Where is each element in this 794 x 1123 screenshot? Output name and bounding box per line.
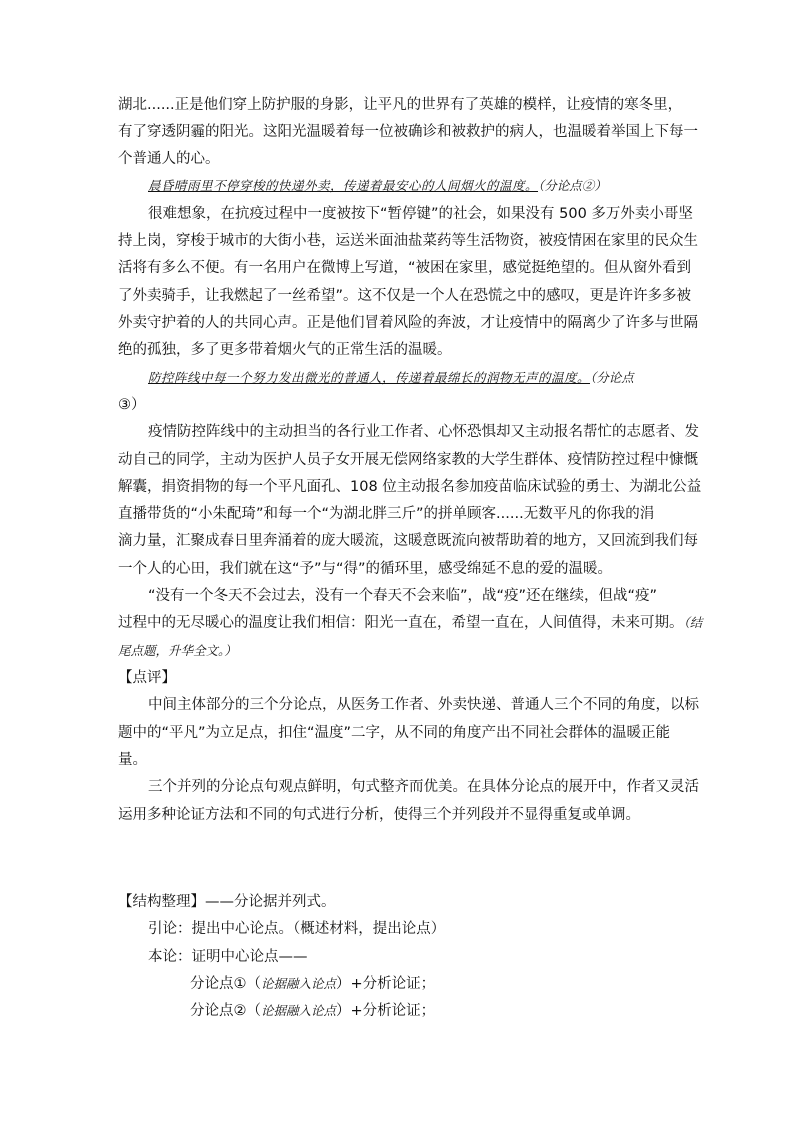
- sub-argument-2-note: （分论点②）: [538, 178, 607, 193]
- paragraph-line: 题中的“平凡”为立足点，扣住“温度”二字，从不同的角度产出不同社会群体的温暖正能: [118, 725, 671, 741]
- structure-point-label: 分论点①（: [190, 976, 261, 992]
- paragraph-line: 外卖守护着的人的共同心声。正是他们冒着风险的奔波，才让疫情中的隔离少了许多与世隔: [118, 315, 698, 331]
- paragraph-line: 量。: [118, 752, 147, 768]
- paragraph-line: 三个并列的分论点句观点鲜明，句式整齐而优美。在具体分论点的展开中，作者又灵活: [148, 779, 699, 795]
- paragraph-line: 个普通人的心。: [118, 151, 220, 167]
- structure-body: 本论：证明中心论点——: [148, 949, 308, 965]
- annotation-note: （结: [683, 615, 703, 630]
- structure-point-note: 论据融入论点: [261, 1003, 337, 1018]
- sub-argument-3-note-cont: ③）: [118, 397, 146, 413]
- structure-intro: 引论：提出中心论点。（概述材料，提出论点）: [148, 921, 446, 937]
- sub-argument-3-note: （分论点: [590, 370, 634, 385]
- paragraph-line: 持上岗，穿梭于城市的大街小巷，运送米面油盐菜药等生活物资，被疫情困在家里的民众生: [118, 233, 698, 249]
- annotation-note: 尾点题，升华全文。）: [118, 643, 237, 658]
- paragraph-line: 疫情防控阵线中的主动担当的各行业工作者、心怀恐惧却又主动报名帮忙的志愿者、发: [148, 424, 699, 440]
- sub-argument-2-text: 晨昏晴雨里不停穿梭的快递外卖，传递着最安心的人间烟火的温度。: [148, 178, 539, 193]
- paragraph-line: 活将有多么不便。有一名用户在微博上写道，“被困在家里，感觉挺绝望的。但从窗外看到: [118, 260, 692, 276]
- paragraph-line: 解囊，捐资捐物的每一个平凡面孔、108 位主动报名参加疫苗临床试验的勇士、为湖北公益: [118, 479, 702, 495]
- paragraph-line: 有了穿透阴霾的阳光。这阳光温暖着每一位被确诊和被救护的病人，也温暖着举国上下每一: [118, 124, 698, 140]
- paragraph-line: 很难想象，在抗疫过程中一度被按下“暂停键”的社会，如果没有 500 多万外卖小哥坚: [148, 206, 693, 222]
- paragraph-line: “没有一个冬天不会过去，没有一个春天不会来临”，战“疫”还在继续，但战“疫”: [148, 588, 658, 604]
- structure-heading: 【结构整理】——分论据并列式。: [118, 894, 336, 910]
- paragraph-line: 一个人的心田，我们就在这“予”与“得”的循环里，感受绵延不息的爱的温暖。: [118, 561, 613, 577]
- paragraph-line: 运用多种论证方法和不同的句式进行分析，使得三个并列段并不显得重复或单调。: [118, 807, 640, 823]
- sub-argument-3: [148, 367, 634, 389]
- structure-point-1: [190, 973, 435, 995]
- paragraph-line: 直播带货的“小朱配琦”和每一个“为湖北胖三斤”的拼单顾客......无数平凡的你我的涓: [118, 506, 655, 522]
- structure-point-note: 论据融入论点: [261, 976, 337, 991]
- comment-heading: 【点评】: [118, 670, 176, 686]
- structure-point-tail: ）+分析论证；: [336, 1003, 436, 1019]
- paragraph-line: 了外卖骑手，让我燃起了一丝希望”。这不仅是一个人在恐慌之中的感叹，更是许许多多被: [118, 288, 692, 304]
- structure-point-tail: ）+分析论证；: [336, 976, 436, 992]
- paragraph-line: [118, 612, 702, 634]
- structure-point-label: 分论点②（: [190, 1003, 261, 1019]
- paragraph-line: 绝的孤独，多了更多带着烟火气的正常生活的温暖。: [118, 342, 452, 358]
- paragraph-line: 中间主体部分的三个分论点，从医务工作者、外卖快递、普通人三个不同的角度，以标: [148, 697, 699, 713]
- paragraph-line: 湖北......正是他们穿上防护服的身影，让平凡的世界有了英雄的模样，让疫情的寒冬里，: [118, 97, 683, 113]
- paragraph-text: 过程中的无尽暖心的温度让我们相信：阳光一直在，希望一直在，人间值得，未来可期。: [118, 615, 684, 631]
- sub-argument-3-text: 防控阵线中每一个努力发出微光的普通人，传递着最绵长的润物无声的温度。: [148, 370, 591, 385]
- paragraph-line: 滴力量，汇聚成春日里奔涌着的庞大暖流，这暖意既流向被帮助着的地方，又回流到我们每: [118, 533, 698, 549]
- paragraph-line: 动自己的同学，主动为医护人员子女开展无偿网络家教的大学生群体、疫情防控过程中慷慨: [118, 452, 698, 468]
- structure-point-2: [190, 1000, 435, 1022]
- sub-argument-2: [148, 175, 607, 197]
